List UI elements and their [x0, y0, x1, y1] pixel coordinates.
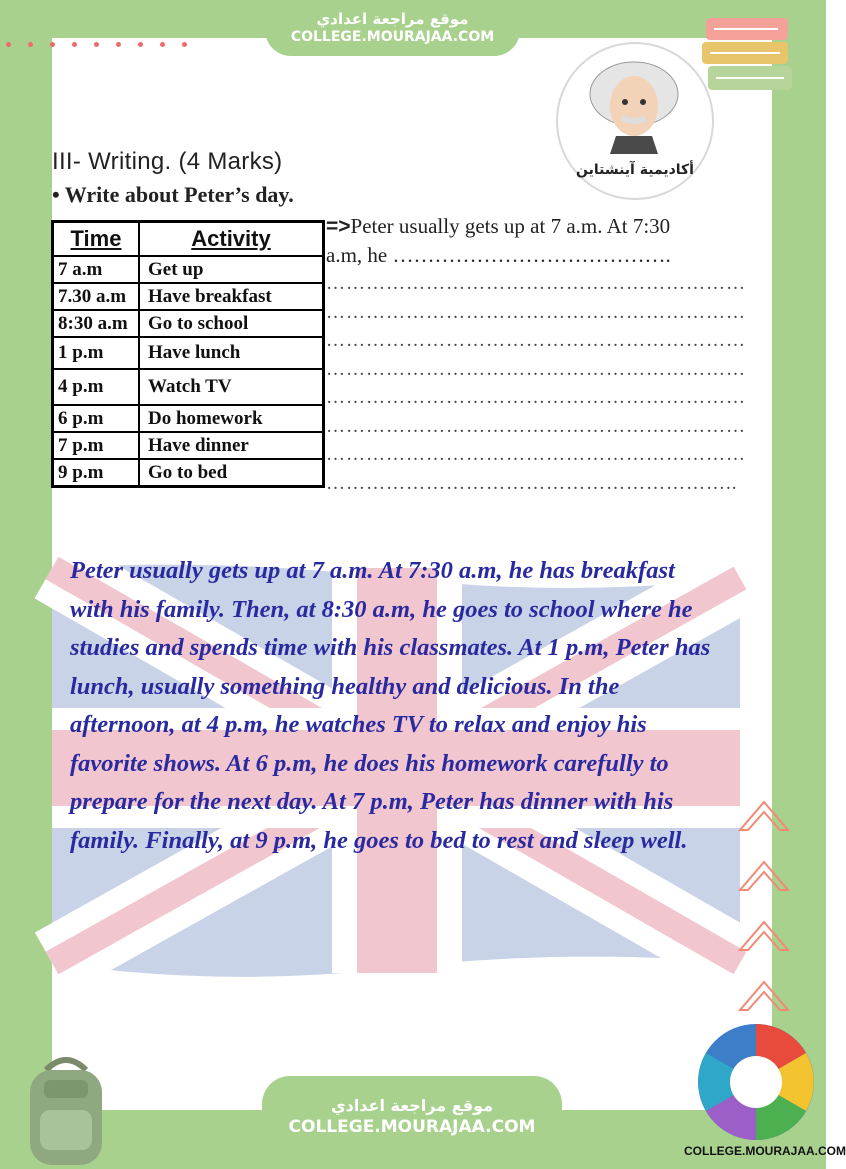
- section-title: III- Writing. (4 Marks): [52, 148, 283, 175]
- table-cell-activity: Go to school: [139, 310, 324, 337]
- table-row: [53, 405, 324, 432]
- prompt-line-2: a.m, he ………………………………….: [326, 243, 671, 267]
- logo-url-label[interactable]: COLLEGE.MOURAJAA.COM: [684, 1144, 846, 1158]
- answer-line: ……………………………………………………..: [326, 472, 738, 494]
- table-row: [53, 369, 324, 405]
- answer-line: ………………………………………………………: [326, 301, 746, 323]
- table-cell-activity: Watch TV: [139, 369, 324, 405]
- table-cell-time: 7 a.m: [53, 256, 140, 283]
- einstein-portrait-icon: [588, 54, 680, 154]
- table-cell-time: 7 p.m: [53, 432, 140, 459]
- answer-lines: [326, 270, 746, 498]
- table-row: [53, 256, 324, 283]
- academy-name: أكاديمية آينشتاين: [576, 162, 694, 178]
- prompt-arrow: =>: [326, 215, 351, 238]
- table-row: [53, 432, 324, 459]
- backpack-icon: [16, 1050, 116, 1169]
- table-row: [53, 283, 324, 310]
- site-banner-bottom: [262, 1076, 562, 1146]
- table-row: [53, 310, 324, 337]
- answer-line: ………………………………………………………: [326, 273, 746, 294]
- site-url[interactable]: COLLEGE.MOURAJAA.COM: [290, 29, 495, 45]
- site-name-arabic: موقع مراجعة اعدادي: [330, 1096, 494, 1115]
- table-row: [53, 459, 324, 487]
- prompt-line-1: Peter usually gets up at 7 a.m. At 7:30: [350, 214, 671, 238]
- subjects-wheel-logo: [684, 1020, 846, 1165]
- table-row: [53, 337, 324, 369]
- model-answer-paragraph: Peter usually gets up at 7 a.m. At 7:30 a.m, he has breakfast with his family. Then, at 8:30 a.m, he goes to school where he studies and spends time with his classmates. At 1 p.m, Peter has lunch, usually something healthy and delicious. In the afternoon, at 4 p.m, he watches TV to relax and enjoy his favorite shows. At 6 p.m, he does his homework carefully to prepare for the next day. At 7 p.m, Peter has dinner with his family. Finally, at 9 p.m, he goes to bed to rest and sleep well.: [70, 557, 711, 854]
- table-header-row: [53, 222, 324, 257]
- section-instruction: • Write about Peter’s day.: [52, 182, 294, 207]
- table-cell-activity: Have breakfast: [139, 283, 324, 310]
- answer-line: ………………………………………………………: [326, 387, 746, 408]
- books-icon: [698, 12, 798, 102]
- table-cell-activity: Have dinner: [139, 432, 324, 459]
- table-cell-time: 4 p.m: [53, 369, 140, 405]
- schedule-table: [51, 220, 325, 488]
- table-cell-time: 9 p.m: [53, 459, 140, 487]
- table-cell-time: 1 p.m: [53, 337, 140, 369]
- table-cell-time: 8:30 a.m: [53, 310, 140, 337]
- table-cell-activity: Get up: [139, 256, 324, 283]
- table-cell-activity: Have lunch: [139, 337, 324, 369]
- table-header-activity: Activity: [139, 222, 324, 257]
- answer-line: ………………………………………………………: [326, 330, 746, 351]
- site-url[interactable]: COLLEGE.MOURAJAA.COM: [288, 1117, 536, 1137]
- decorative-dots: [0, 42, 200, 54]
- table-header-time: Time: [53, 222, 140, 257]
- answer-line: ………………………………………………………: [326, 415, 746, 437]
- table-cell-time: 6 p.m: [53, 405, 140, 432]
- writing-prompt: [326, 212, 746, 269]
- answer-line: ………………………………………………………: [326, 444, 746, 465]
- answer-line: ………………………………………………………: [326, 358, 746, 380]
- subjects-wheel-icon: [694, 1020, 822, 1144]
- academy-logo: [556, 42, 714, 200]
- table-cell-time: 7.30 a.m: [53, 283, 140, 310]
- chevron-decoration-icon: [736, 790, 792, 1030]
- table-cell-activity: Go to bed: [139, 459, 324, 487]
- table-cell-activity: Do homework: [139, 405, 324, 432]
- site-banner-top: [265, 4, 520, 56]
- site-name-arabic: موقع مراجعة اعدادي: [316, 10, 469, 28]
